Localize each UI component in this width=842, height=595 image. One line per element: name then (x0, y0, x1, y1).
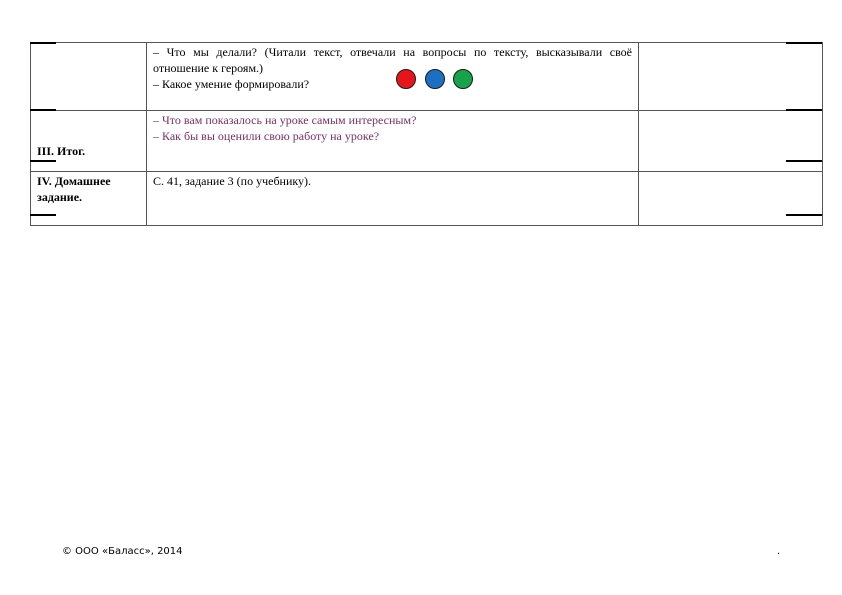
green-circle-icon (453, 69, 473, 89)
blue-circle-icon (425, 69, 445, 89)
stage-cell: III. Итог. (31, 111, 147, 172)
border-mark (30, 160, 56, 162)
notes-cell (639, 172, 823, 226)
content-cell (147, 43, 639, 111)
question-text: – Что вам показалось на уроке самым интересным? (153, 113, 417, 127)
border-mark (786, 160, 822, 162)
stage-cell: IV. Домашнее задание. (31, 172, 147, 226)
border-mark (786, 214, 822, 216)
stage-cell (31, 43, 147, 111)
question-text: – Какое умение формировали? (153, 77, 310, 91)
notes-cell (639, 43, 823, 111)
border-mark (30, 109, 56, 111)
question-text: – Что мы делали? (Читали текст, отвечали на вопросы по тексту, высказывали своё отношение к героям.) (153, 45, 632, 75)
border-mark (786, 42, 822, 44)
lesson-plan-table (30, 42, 823, 226)
table-row-homework (31, 172, 823, 226)
border-mark (30, 214, 56, 216)
border-mark (30, 42, 56, 44)
copyright-footer: © ООО «Баласс», 2014 (62, 546, 183, 557)
page-marker: . (777, 546, 781, 557)
red-circle-icon (396, 69, 416, 89)
content-cell (147, 111, 639, 172)
table-row-summary (31, 111, 823, 172)
content-cell (147, 172, 639, 226)
notes-cell (639, 111, 823, 172)
border-mark (786, 109, 822, 111)
question-text: – Как бы вы оценили свою работу на уроке? (153, 129, 380, 143)
homework-text: С. 41, задание 3 (по учебнику). (153, 174, 312, 188)
